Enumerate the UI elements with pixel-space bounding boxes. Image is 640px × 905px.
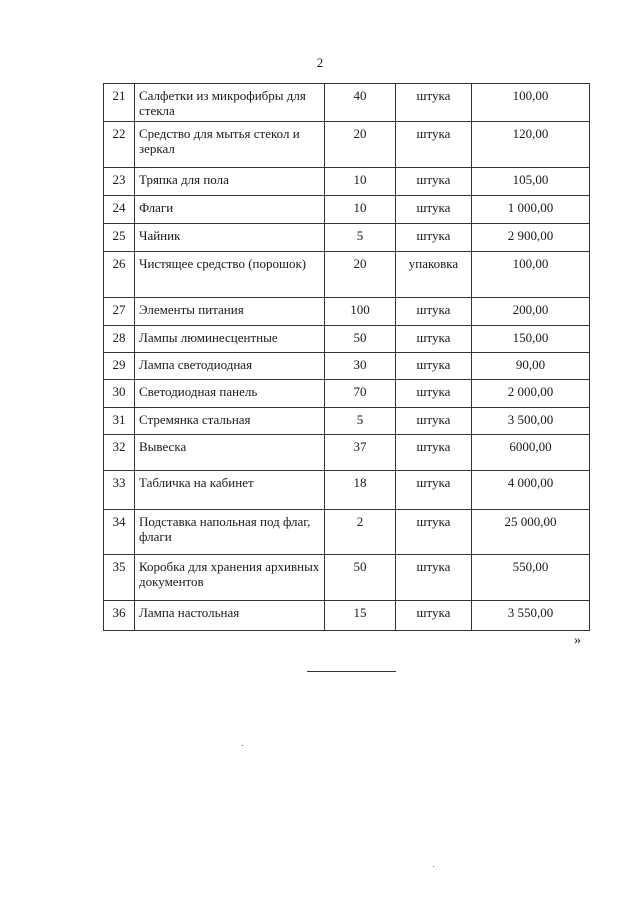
quantity-cell: 5 <box>325 224 396 252</box>
quantity-cell: 40 <box>325 84 396 122</box>
item-name-cell: Салфетки из микрофибры для стекла <box>135 84 325 122</box>
unit-cell: штука <box>396 224 472 252</box>
quantity-cell: 10 <box>325 168 396 196</box>
price-cell: 3 500,00 <box>472 408 590 435</box>
price-cell: 6000,00 <box>472 435 590 471</box>
unit-cell: штука <box>396 196 472 224</box>
price-cell: 90,00 <box>472 353 590 380</box>
table-row <box>104 196 590 224</box>
item-name-cell: Тряпка для пола <box>135 168 325 196</box>
quantity-cell: 50 <box>325 326 396 353</box>
table-row <box>104 408 590 435</box>
unit-cell: штука <box>396 84 472 122</box>
table-row <box>104 224 590 252</box>
unit-cell: штука <box>396 510 472 555</box>
item-name-cell: Элементы питания <box>135 298 325 326</box>
price-cell: 120,00 <box>472 122 590 168</box>
item-name-cell: Подставка напольная под флаг, флаги <box>135 510 325 555</box>
quantity-cell: 50 <box>325 555 396 601</box>
end-of-document-rule <box>307 671 396 672</box>
table-row <box>104 471 590 510</box>
price-cell: 25 000,00 <box>472 510 590 555</box>
table-row <box>104 601 590 631</box>
item-name-cell: Чистящее средство (порошок) <box>135 252 325 298</box>
item-name-cell: Чайник <box>135 224 325 252</box>
price-cell: 550,00 <box>472 555 590 601</box>
row-number-cell: 28 <box>104 326 135 353</box>
quantity-cell: 37 <box>325 435 396 471</box>
row-number-cell: 36 <box>104 601 135 631</box>
quantity-cell: 5 <box>325 408 396 435</box>
row-number-cell: 25 <box>104 224 135 252</box>
row-number-cell: 31 <box>104 408 135 435</box>
unit-cell: штука <box>396 168 472 196</box>
quantity-cell: 20 <box>325 122 396 168</box>
table-row <box>104 510 590 555</box>
table-row <box>104 84 590 122</box>
row-number-cell: 21 <box>104 84 135 122</box>
row-number-cell: 29 <box>104 353 135 380</box>
price-cell: 200,00 <box>472 298 590 326</box>
unit-cell: штука <box>396 471 472 510</box>
quantity-cell: 10 <box>325 196 396 224</box>
price-cell: 150,00 <box>472 326 590 353</box>
table-row <box>104 353 590 380</box>
row-number-cell: 34 <box>104 510 135 555</box>
row-number-cell: 35 <box>104 555 135 601</box>
table-row <box>104 298 590 326</box>
table-row <box>104 435 590 471</box>
price-cell: 3 550,00 <box>472 601 590 631</box>
items-table-body <box>104 84 590 631</box>
unit-cell: упаковка <box>396 252 472 298</box>
quantity-cell: 100 <box>325 298 396 326</box>
quantity-cell: 70 <box>325 380 396 408</box>
unit-cell: штука <box>396 298 472 326</box>
closing-quote-mark: » <box>574 633 581 648</box>
table-row <box>104 555 590 601</box>
row-number-cell: 32 <box>104 435 135 471</box>
quantity-cell: 20 <box>325 252 396 298</box>
quantity-cell: 2 <box>325 510 396 555</box>
item-name-cell: Лампа настольная <box>135 601 325 631</box>
item-name-cell: Светодиодная панель <box>135 380 325 408</box>
table-row <box>104 380 590 408</box>
item-name-cell: Вывеска <box>135 435 325 471</box>
scan-speck <box>433 866 434 867</box>
table-row <box>104 122 590 168</box>
item-name-cell: Коробка для хранения архивных документов <box>135 555 325 601</box>
item-name-cell: Лампы люминесцентные <box>135 326 325 353</box>
unit-cell: штука <box>396 555 472 601</box>
unit-cell: штука <box>396 408 472 435</box>
quantity-cell: 30 <box>325 353 396 380</box>
row-number-cell: 26 <box>104 252 135 298</box>
unit-cell: штука <box>396 122 472 168</box>
table-row <box>104 326 590 353</box>
row-number-cell: 22 <box>104 122 135 168</box>
price-cell: 2 000,00 <box>472 380 590 408</box>
price-cell: 1 000,00 <box>472 196 590 224</box>
unit-cell: штука <box>396 380 472 408</box>
item-name-cell: Флаги <box>135 196 325 224</box>
price-cell: 100,00 <box>472 252 590 298</box>
scan-speck <box>242 745 243 746</box>
item-name-cell: Стремянка стальная <box>135 408 325 435</box>
unit-cell: штука <box>396 353 472 380</box>
price-cell: 105,00 <box>472 168 590 196</box>
row-number-cell: 23 <box>104 168 135 196</box>
unit-cell: штука <box>396 326 472 353</box>
row-number-cell: 27 <box>104 298 135 326</box>
unit-cell: штука <box>396 435 472 471</box>
unit-cell: штука <box>396 601 472 631</box>
items-table <box>103 83 590 631</box>
price-cell: 2 900,00 <box>472 224 590 252</box>
row-number-cell: 30 <box>104 380 135 408</box>
item-name-cell: Табличка на кабинет <box>135 471 325 510</box>
quantity-cell: 15 <box>325 601 396 631</box>
quantity-cell: 18 <box>325 471 396 510</box>
row-number-cell: 33 <box>104 471 135 510</box>
table-row <box>104 168 590 196</box>
price-cell: 100,00 <box>472 84 590 122</box>
page-number: 2 <box>316 55 324 70</box>
item-name-cell: Лампа светодиодная <box>135 353 325 380</box>
item-name-cell: Средство для мытья стекол и зеркал <box>135 122 325 168</box>
price-cell: 4 000,00 <box>472 471 590 510</box>
row-number-cell: 24 <box>104 196 135 224</box>
table-row <box>104 252 590 298</box>
